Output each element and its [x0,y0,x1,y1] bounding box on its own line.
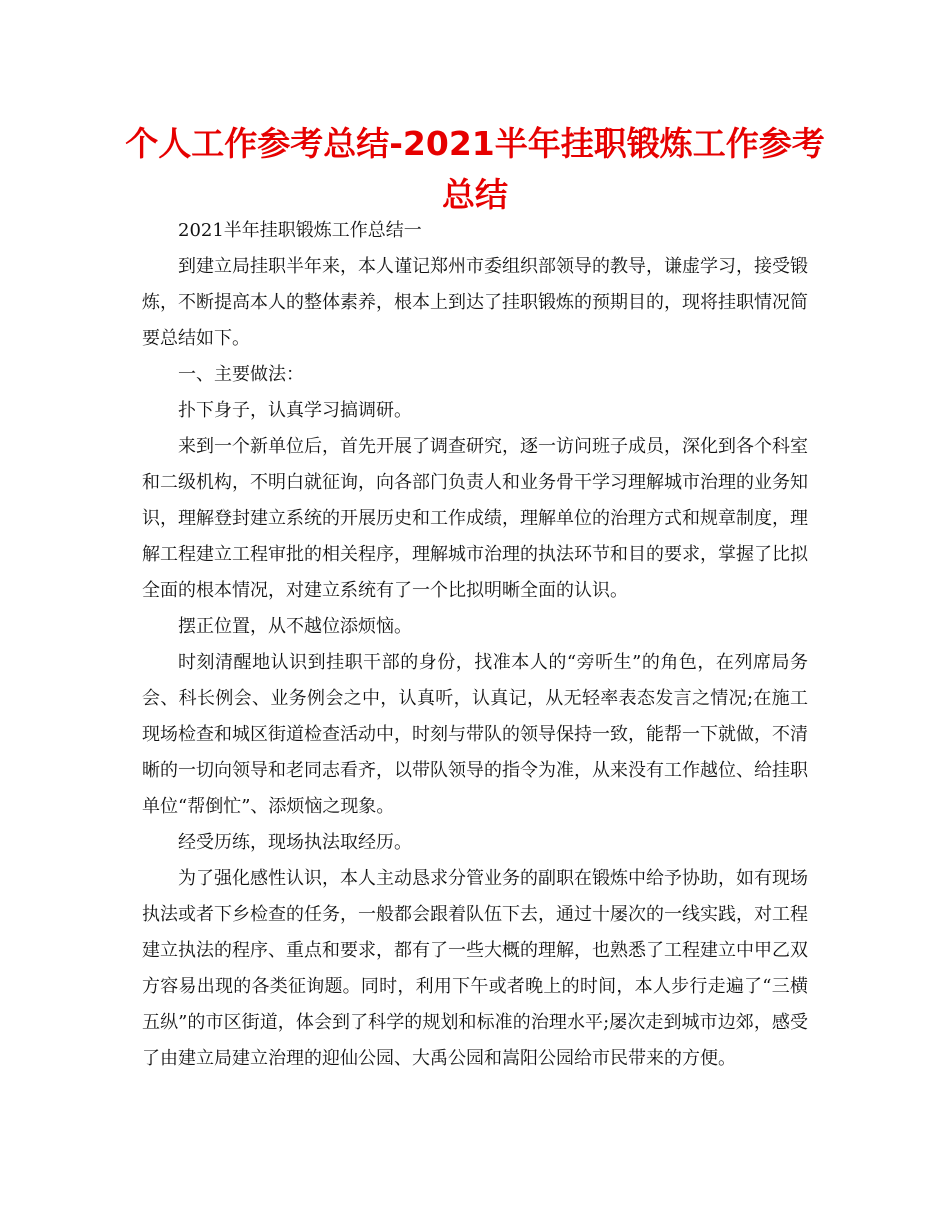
section-heading: 2021半年挂职锻炼工作总结一 [178,220,422,241]
document-body [142,213,808,1077]
paragraph: 到建立局挂职半年来，本人谨记郑州市委组织部领导的教导，谦虚学习，接受锻炼，不断提高本人的整体素养，根本上到达了挂职锻炼的预期目的，现将挂职情况简要总结如下。 [142,256,808,349]
subheading: 扑下身子，认真学习搞调研。 [178,400,412,421]
subheading: 摆正位置，从不越位添烦恼。 [178,616,412,637]
paragraph: 来到一个新单位后，首先开展了调查研究，逐一访问班子成员，深化到各个科室和二级机构，不明白就征询，向各部门负责人和业务骨干学习理解城市治理的业务知识，理解登封建立系统的开展历史和工作成绩，理解单位的治理方式和规章制度，理解工程建立工程审批的相关程序，理解城市治理的执法环节和目的要求，掌握了比拟全面的根本情况，对建立系统有了一个比拟明晰全面的认识。 [142,436,808,601]
subheading: 经受历练，现场执法取经历。 [178,832,412,853]
paragraph: 时刻清醒地认识到挂职干部的身份，找准本人的“旁听生”的角色，在列席局务会、科长例会、业务例会之中，认真听，认真记，从无轻率表态发言之情况;在施工现场检查和城区街道检查活动中，时刻与带队的领导保持一致，能帮一下就做，不清晰的一切向领导和老同志看齐，以带队领导的指令为准，从来没有工作越位、给挂职单位“帮倒忙”、添烦恼之现象。 [142,652,808,817]
document-title: 个人工作参考总结-2021半年挂职锻炼工作参考总结 [125,124,825,214]
paragraph: 为了强化感性认识，本人主动恳求分管业务的副职在锻炼中给予协助，如有现场执法或者下乡检查的任务，一般都会跟着队伍下去，通过十屡次的一线实践，对工程建立执法的程序、重点和要求，都有了一些大概的理解，也熟悉了工程建立中甲乙双方容易出现的各类征询题。同时，利用下午或者晚上的时间，本人步行走遍了“三横五纵”的市区街道，体会到了科学的规划和标准的治理水平;屡次走到城市边郊，感受了由建立局建立治理的迎仙公园、大禹公园和嵩阳公园给市民带来的方便。 [142,868,808,1069]
section-heading: 一、主要做法： [178,364,304,385]
